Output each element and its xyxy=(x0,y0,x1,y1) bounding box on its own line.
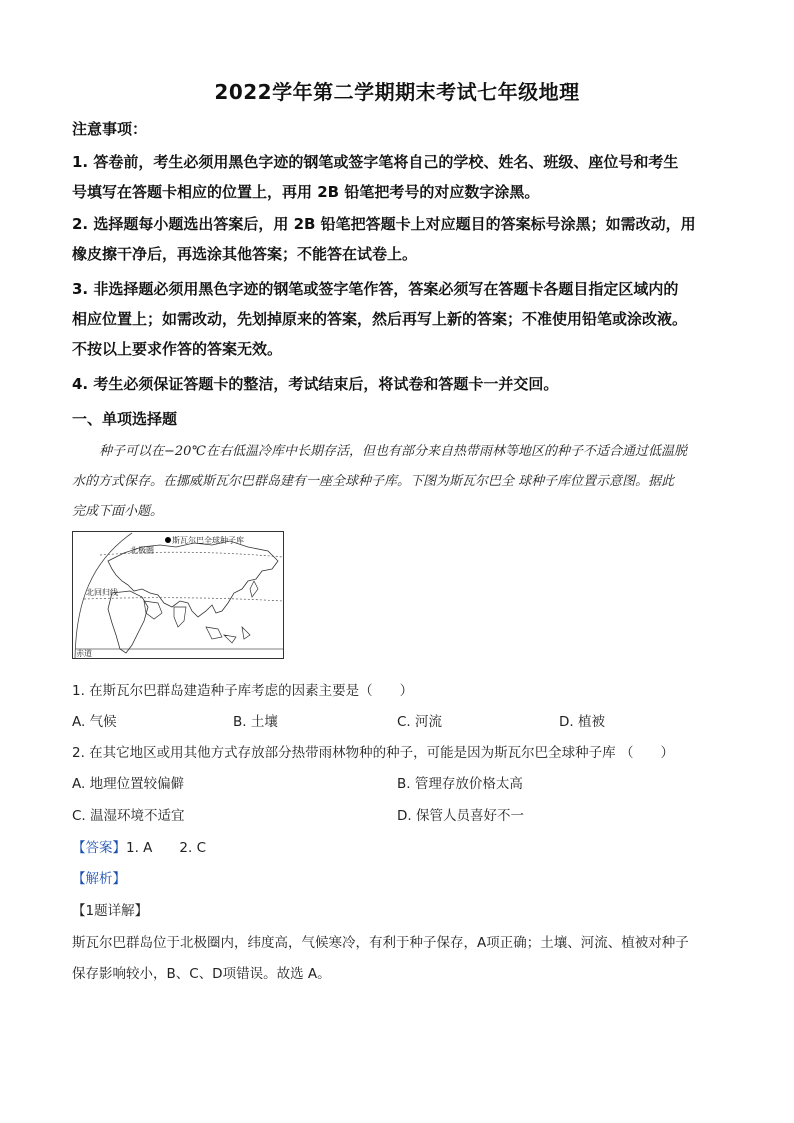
question-1-option-d: D. 植被 xyxy=(559,714,605,730)
notice-item-3-line-2: 相应位置上；如需改动，先划掉原来的答案，然后再写上新的答案；不准使用铅笔或涂改液。 xyxy=(72,310,688,328)
detail-1-line-1: 斯瓦尔巴群岛位于北极圈内，纬度高，气候寒冷，有利于种子保存，A项正确；土壤、河流、植被对种子 xyxy=(72,935,689,951)
detail-1-line-2: 保存影响较小，B、C、D项错误。故选 A。 xyxy=(72,966,331,982)
notice-item-4: 4. 考生必须保证答题卡的整洁，考试结束后，将试卷和答题卡一并交回。 xyxy=(72,375,559,393)
notice-item-3-line-3: 不按以上要求作答的答案无效。 xyxy=(72,340,283,358)
notice-item-1-line-2: 号填写在答题卡相应的位置上，再用 2B 铅笔把考号的对应数字涂黑。 xyxy=(72,183,540,201)
answer-text: 1. A 2. C xyxy=(126,840,207,856)
question-1-stem: 1. 在斯瓦尔巴群岛建造种子库考虑的因素主要是（ ） xyxy=(72,683,414,699)
tropic-label: 北回归线 xyxy=(86,588,118,597)
question-1-option-b: B. 土壤 xyxy=(233,714,278,730)
arctic-circle-label: 北极圈 xyxy=(130,546,154,555)
answer-line xyxy=(72,836,206,856)
equator-label: 赤道 xyxy=(76,649,92,658)
question-2-option-c: C. 温湿环境不适宜 xyxy=(72,808,185,824)
question-2-option-b: B. 管理存放价格太高 xyxy=(397,776,523,792)
notice-item-3-line-1: 3. 非选择题必须用黑色字迹的钢笔或签字笔作答，答案必须写在答题卡各题目指定区域内的 xyxy=(72,280,679,298)
question-2-option-a: A. 地理位置较偏僻 xyxy=(72,776,185,792)
intro-line-2: 水的方式保存。在挪威斯瓦尔巴群岛建有一座全球种子库。下图为斯瓦尔巴全 球种子库位置示意图。据此 xyxy=(72,474,675,489)
question-1-option-c: C. 河流 xyxy=(397,714,443,730)
answer-label: 【答案】 xyxy=(72,840,126,856)
question-2-option-d: D. 保管人员喜好不一 xyxy=(397,808,524,824)
notice-heading: 注意事项： xyxy=(72,120,148,138)
analysis-label: 【解析】 xyxy=(72,871,126,887)
exam-title: 2022学年第二学期期末考试七年级地理 xyxy=(214,80,580,104)
detail-1-label: 【1题详解】 xyxy=(72,903,149,919)
intro-line-1: 种子可以在−20℃在右低温冷库中长期存活，但也有部分来自热带雨林等地区的种子不适合通过低温脱 xyxy=(99,444,687,459)
question-2-stem: 2. 在其它地区或用其他方式存放部分热带雨林物种的种子，可能是因为斯瓦尔巴全球种子库 （ ） xyxy=(72,745,674,761)
seed-vault-dot xyxy=(165,537,171,543)
question-1-option-a: A. 气候 xyxy=(72,714,117,730)
notice-item-2-line-2: 橡皮擦干净后，再选涂其他答案；不能答在试卷上。 xyxy=(72,245,418,263)
vault-label: 斯瓦尔巴全球种子库 xyxy=(172,536,244,545)
notice-item-2-line-1: 2. 选择题每小题选出答案后，用 2B 铅笔把答题卡上对应题目的答案标号涂黑；如需改动，用 xyxy=(72,215,696,233)
seed-vault-location-map xyxy=(72,531,284,659)
intro-line-3: 完成下面小题。 xyxy=(72,504,164,519)
notice-item-1-line-1: 1. 答卷前，考生必须用黑色字迹的钢笔或签字笔将自己的学校、姓名、班级、座位号和考生 xyxy=(72,153,679,171)
section-heading: 一、单项选择题 xyxy=(72,410,178,428)
